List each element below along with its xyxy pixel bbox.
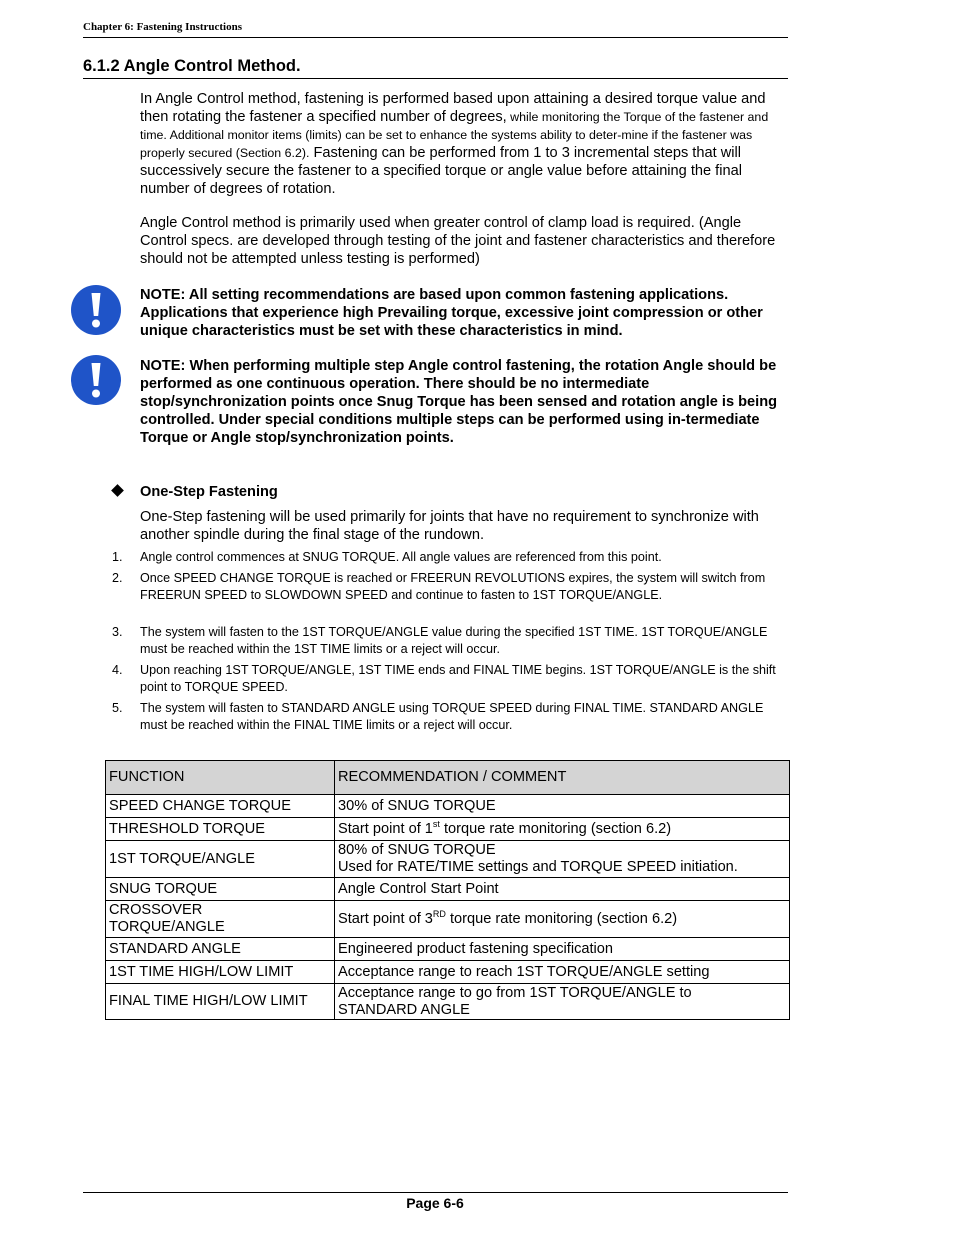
note-2: NOTE: When performing multiple step Angle control fastening, the rotation Angle should be performed as one continuous operation. There should be no intermediate stop/synchronization points once Snug Torque has been sensed and rotation angle is being controlled. Under special conditions multiple steps can be performed using in-termediate Torque or Angle stop/synchronization points.	[140, 358, 778, 446]
comment-line: STANDARD ANGLE	[338, 1001, 470, 1018]
table-row	[106, 818, 790, 841]
comment-text: torque rate monitoring (section 6.2)	[439, 820, 672, 837]
recommendation-table	[105, 760, 790, 1020]
table-row	[106, 984, 790, 1020]
comment-text: torque rate monitoring (section 6.2)	[445, 910, 678, 927]
chapter-header: Chapter 6: Fastening Instructions	[83, 21, 243, 33]
function-line: CROSSOVER	[109, 902, 203, 918]
table-row	[106, 795, 790, 818]
comment-text: Start point of 1	[338, 820, 433, 837]
table-header-comment: RECOMMENDATION / COMMENT	[335, 761, 790, 795]
table-cell-comment	[335, 818, 790, 841]
step-number: 4.	[112, 663, 123, 677]
step-number: 5.	[112, 701, 123, 715]
step-text: The system will fasten to the 1ST TORQUE/ANGLE value during the specified 1ST TIME. 1ST TORQUE/ANGLE must be reached within the 1ST TIME limits or a reject will occur.	[140, 625, 768, 656]
step-number: 1.	[112, 550, 123, 564]
table-cell-function: STANDARD ANGLE	[106, 938, 335, 961]
one-step-description: One-Step fastening will be used primarily for joints that have no requirement to synchronize with another spindle during the final stage of the rundown.	[140, 509, 759, 543]
table-cell-comment	[335, 901, 790, 938]
comment-line: Used for RATE/TIME settings and TORQUE SPEED initiation.	[338, 859, 738, 875]
step-number: 3.	[112, 625, 123, 639]
table-row	[106, 938, 790, 961]
table-cell-comment: Angle Control Start Point	[335, 878, 790, 901]
step-text: The system will fasten to STANDARD ANGLE using TORQUE SPEED during FINAL TIME. STANDARD ANGLE must be reached within the FINAL TIME limits or a reject will occur.	[140, 701, 764, 732]
table-cell-function: 1ST TIME HIGH/LOW LIMIT	[106, 961, 335, 984]
intro-paragraph-2: Angle Control method is primarily used when greater control of clamp load is required. (Angle Control specs. are developed through testing of the joint and fastener characteristics and therefore should not be attempted unless testing is performed)	[140, 215, 776, 267]
table-cell-function: 1ST TORQUE/ANGLE	[106, 841, 335, 878]
comment-line: 80% of SNUG TORQUE	[338, 842, 496, 858]
step-number: 2.	[112, 571, 123, 585]
header-rule	[83, 37, 788, 38]
footer-rule	[83, 1192, 788, 1193]
comment-text: Start point of 3	[338, 910, 433, 927]
step-text: Angle control commences at SNUG TORQUE. All angle values are referenced from this point.	[140, 550, 662, 564]
table-cell-function: SNUG TORQUE	[106, 878, 335, 901]
section-title-rule	[83, 78, 788, 79]
section-title: 6.1.2 Angle Control Method.	[83, 57, 301, 75]
table-header-function: FUNCTION	[106, 761, 335, 795]
table-row	[106, 878, 790, 901]
page-number: Page 6-6	[406, 1195, 464, 1211]
intro-text-a: In Angle Control method, fastening is performed based upon attaining a desired torque value and then rotating the fastener a specified number of degrees,	[140, 91, 766, 125]
exclamation-icon	[70, 354, 122, 406]
note-1: NOTE: All setting recommendations are based upon common fastening applications. Applications that experience high Prevailing torque, excessive joint compression or other unique characteristics must be set with these characteristics in mind.	[140, 287, 763, 339]
table-cell-function: SPEED CHANGE TORQUE	[106, 795, 335, 818]
table-cell-comment: 30% of SNUG TORQUE	[335, 795, 790, 818]
table-cell-function: THRESHOLD TORQUE	[106, 818, 335, 841]
intro-text-c: Fastening can be performed from 1 to 3 incremental steps that will successively secure the fastener to a specified torque or angle value before attaining the final number of degrees of rotation.	[140, 145, 742, 197]
table-header-row	[106, 761, 790, 795]
table-cell-comment: Acceptance range to reach 1ST TORQUE/ANGLE setting	[335, 961, 790, 984]
table-row	[106, 961, 790, 984]
one-step-title: One-Step Fastening	[140, 484, 278, 500]
diamond-bullet-icon	[111, 484, 124, 497]
function-line: TORQUE/ANGLE	[109, 919, 225, 935]
exclamation-icon	[70, 284, 122, 336]
table-row	[106, 901, 790, 938]
ordinal-superscript: RD	[432, 908, 446, 919]
table-cell-comment: Engineered product fastening specification	[335, 938, 790, 961]
step-text: Once SPEED CHANGE TORQUE is reached or FREERUN REVOLUTIONS expires, the system will switch from FREERUN SPEED to SLOWDOWN SPEED and continue to fasten to 1ST TORQUE/ANGLE.	[140, 571, 766, 602]
table-cell-function: FINAL TIME HIGH/LOW LIMIT	[106, 984, 335, 1020]
step-text: Upon reaching 1ST TORQUE/ANGLE, 1ST TIME ends and FINAL TIME begins. 1ST TORQUE/ANGLE is the shift point to TORQUE SPEED.	[140, 663, 776, 694]
table-cell-comment	[335, 984, 790, 1020]
intro-text-b: while monitoring the Torque of the fastener and time. Additional monitor items (limits) can be set to enhance the systems ability to deter-mine if the fastener was properly secured (Section 6.2).	[140, 110, 769, 160]
intro-paragraph-1	[140, 90, 785, 198]
comment-line: Acceptance range to go from 1ST TORQUE/ANGLE to	[338, 984, 692, 1001]
table-cell-function	[106, 901, 335, 938]
table-cell-comment	[335, 841, 790, 878]
table-row	[106, 841, 790, 878]
ordinal-superscript: st	[432, 818, 440, 829]
